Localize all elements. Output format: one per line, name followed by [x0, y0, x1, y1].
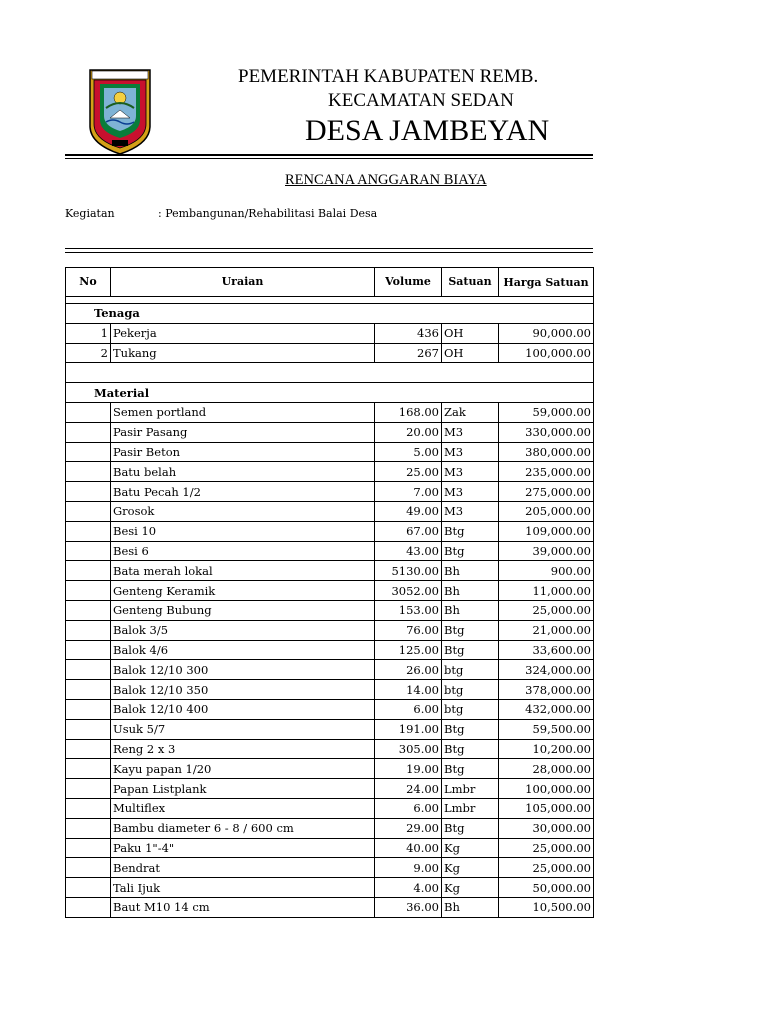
cell-uraian: Genteng Keramik	[111, 581, 375, 601]
table-row	[66, 521, 594, 541]
cell-satuan: Btg	[442, 739, 499, 759]
cell-no: 2	[66, 343, 111, 363]
cell-uraian: Balok 12/10 400	[111, 699, 375, 719]
col-header-uraian: Uraian	[111, 268, 375, 297]
cell-uraian: Bendrat	[111, 858, 375, 878]
cell-volume: 49.00	[375, 501, 442, 521]
cell-no	[66, 818, 111, 838]
cell-volume: 9.00	[375, 858, 442, 878]
cell-uraian: Semen portland	[111, 402, 375, 422]
cell-harga-satuan: 59,000.00	[499, 402, 594, 422]
table-row	[66, 779, 594, 799]
table-body	[66, 297, 594, 918]
cell-volume: 6.00	[375, 798, 442, 818]
cell-harga-satuan: 50,000.00	[499, 878, 594, 898]
table-row	[66, 501, 594, 521]
table-row	[66, 541, 594, 561]
cell-harga-satuan: 235,000.00	[499, 462, 594, 482]
cell-uraian: Grosok	[111, 501, 375, 521]
cell-uraian: Balok 3/5	[111, 620, 375, 640]
header-divider-thin	[65, 158, 593, 159]
section-label: Material	[66, 383, 594, 403]
cell-harga-satuan: 900.00	[499, 561, 594, 581]
cell-harga-satuan: 324,000.00	[499, 660, 594, 680]
cell-volume: 36.00	[375, 897, 442, 917]
cell-harga-satuan: 105,000.00	[499, 798, 594, 818]
cell-satuan: Lmbr	[442, 798, 499, 818]
cell-satuan: M3	[442, 501, 499, 521]
section-divider	[65, 248, 593, 249]
cell-uraian: Pasir Pasang	[111, 422, 375, 442]
blank-row	[66, 363, 594, 383]
cell-satuan: M3	[442, 462, 499, 482]
cell-no	[66, 660, 111, 680]
table-row	[66, 818, 594, 838]
table-row	[66, 838, 594, 858]
table-row	[66, 739, 594, 759]
cell-no	[66, 541, 111, 561]
cell-uraian: Balok 12/10 350	[111, 680, 375, 700]
cell-satuan: Zak	[442, 402, 499, 422]
cell-harga-satuan: 109,000.00	[499, 521, 594, 541]
cell-volume: 29.00	[375, 818, 442, 838]
table-header-row	[66, 268, 594, 297]
cell-harga-satuan: 378,000.00	[499, 680, 594, 700]
table-row	[66, 581, 594, 601]
cell-no	[66, 561, 111, 581]
cell-satuan: Btg	[442, 640, 499, 660]
table-row	[66, 402, 594, 422]
cell-uraian: Besi 10	[111, 521, 375, 541]
col-header-harga-satuan: Harga Satuan	[499, 268, 594, 297]
table-row	[66, 620, 594, 640]
cell-uraian: Batu belah	[111, 462, 375, 482]
col-header-volume: Volume	[375, 268, 442, 297]
cell-satuan: Btg	[442, 719, 499, 739]
cell-satuan: btg	[442, 660, 499, 680]
cell-no	[66, 739, 111, 759]
cell-satuan: M3	[442, 442, 499, 462]
cell-volume: 20.00	[375, 422, 442, 442]
cell-uraian: Baut M10 14 cm	[111, 897, 375, 917]
cell-satuan: M3	[442, 482, 499, 502]
kabupaten-rembang-emblem	[86, 68, 154, 156]
table-row	[66, 897, 594, 917]
cell-uraian: Bata merah lokal	[111, 561, 375, 581]
kegiatan-label: Kegiatan	[65, 207, 115, 220]
cell-uraian: Papan Listplank	[111, 779, 375, 799]
cell-uraian: Pasir Beton	[111, 442, 375, 462]
cell-uraian: Tukang	[111, 343, 375, 363]
cell-no	[66, 501, 111, 521]
cell-satuan: Kg	[442, 878, 499, 898]
cell-harga-satuan: 21,000.00	[499, 620, 594, 640]
section-row	[66, 383, 594, 403]
cell-volume: 267	[375, 343, 442, 363]
cell-volume: 26.00	[375, 660, 442, 680]
col-header-satuan: Satuan	[442, 268, 499, 297]
cell-no	[66, 838, 111, 858]
cell-satuan: Lmbr	[442, 779, 499, 799]
government-header-line1: PEMERINTAH KABUPATEN REMB.	[238, 66, 539, 87]
cell-volume: 14.00	[375, 680, 442, 700]
village-header-line3: DESA JAMBEYAN	[305, 114, 550, 147]
table-row	[66, 858, 594, 878]
cell-volume: 25.00	[375, 462, 442, 482]
cell-satuan: OH	[442, 323, 499, 343]
cell-uraian: Besi 6	[111, 541, 375, 561]
section-row	[66, 304, 594, 324]
cell-volume: 3052.00	[375, 581, 442, 601]
cell-no	[66, 521, 111, 541]
table-row	[66, 719, 594, 739]
cell-no	[66, 699, 111, 719]
cell-uraian: Paku 1"-4"	[111, 838, 375, 858]
cell-volume: 6.00	[375, 699, 442, 719]
cell-harga-satuan: 100,000.00	[499, 779, 594, 799]
cell-volume: 436	[375, 323, 442, 343]
cell-uraian: Balok 12/10 300	[111, 660, 375, 680]
cell-no	[66, 779, 111, 799]
cell-no	[66, 620, 111, 640]
cell-satuan: Bh	[442, 897, 499, 917]
cell-volume: 24.00	[375, 779, 442, 799]
cell-harga-satuan: 39,000.00	[499, 541, 594, 561]
cell-no: 1	[66, 323, 111, 343]
table-row	[66, 600, 594, 620]
header-divider	[65, 154, 593, 156]
cell-harga-satuan: 10,200.00	[499, 739, 594, 759]
spacer-row	[66, 297, 594, 304]
cell-volume: 76.00	[375, 620, 442, 640]
cell-no	[66, 482, 111, 502]
cell-harga-satuan: 25,000.00	[499, 858, 594, 878]
cell-volume: 19.00	[375, 759, 442, 779]
cell-harga-satuan: 59,500.00	[499, 719, 594, 739]
cell-no	[66, 581, 111, 601]
cell-uraian: Batu Pecah 1/2	[111, 482, 375, 502]
table-row	[66, 482, 594, 502]
cell-volume: 168.00	[375, 402, 442, 422]
cell-no	[66, 798, 111, 818]
cell-satuan: Bh	[442, 581, 499, 601]
table-row	[66, 680, 594, 700]
table-row	[66, 759, 594, 779]
cell-satuan: Bh	[442, 561, 499, 581]
cell-uraian: Usuk 5/7	[111, 719, 375, 739]
table-row	[66, 561, 594, 581]
cell-volume: 153.00	[375, 600, 442, 620]
cell-harga-satuan: 33,600.00	[499, 640, 594, 660]
cell-volume: 191.00	[375, 719, 442, 739]
cell-volume: 5.00	[375, 442, 442, 462]
cell-uraian: Pekerja	[111, 323, 375, 343]
cell-harga-satuan: 100,000.00	[499, 343, 594, 363]
cell-satuan: Btg	[442, 818, 499, 838]
cell-harga-satuan: 30,000.00	[499, 818, 594, 838]
cell-uraian: Balok 4/6	[111, 640, 375, 660]
cell-satuan: Kg	[442, 858, 499, 878]
cell-volume: 5130.00	[375, 561, 442, 581]
district-header-line2: KECAMATAN SEDAN	[328, 90, 514, 111]
cell-no	[66, 402, 111, 422]
cell-satuan: Btg	[442, 541, 499, 561]
cell-uraian: Genteng Bubung	[111, 600, 375, 620]
cell-no	[66, 897, 111, 917]
table-row	[66, 343, 594, 363]
cell-no	[66, 858, 111, 878]
table-row	[66, 422, 594, 442]
cell-no	[66, 759, 111, 779]
cell-volume: 305.00	[375, 739, 442, 759]
cell-satuan: Btg	[442, 759, 499, 779]
cell-satuan: btg	[442, 699, 499, 719]
cell-harga-satuan: 90,000.00	[499, 323, 594, 343]
document-title: RENCANA ANGGARAN BIAYA	[285, 172, 487, 188]
cell-satuan: Kg	[442, 838, 499, 858]
cell-satuan: Bh	[442, 600, 499, 620]
cell-harga-satuan: 25,000.00	[499, 600, 594, 620]
table-row	[66, 878, 594, 898]
cell-no	[66, 422, 111, 442]
cell-no	[66, 719, 111, 739]
table-row	[66, 660, 594, 680]
cell-uraian: Kayu papan 1/20	[111, 759, 375, 779]
budget-table	[65, 267, 594, 918]
cell-satuan: Btg	[442, 620, 499, 640]
kegiatan-value: : Pembangunan/Rehabilitasi Balai Desa	[158, 207, 378, 220]
cell-uraian: Reng 2 x 3	[111, 739, 375, 759]
cell-volume: 7.00	[375, 482, 442, 502]
section-divider-2	[65, 252, 593, 253]
cell-no	[66, 600, 111, 620]
cell-no	[66, 462, 111, 482]
cell-uraian: Tali Ijuk	[111, 878, 375, 898]
cell-no	[66, 442, 111, 462]
table-row	[66, 442, 594, 462]
table-row	[66, 462, 594, 482]
cell-no	[66, 680, 111, 700]
cell-harga-satuan: 432,000.00	[499, 699, 594, 719]
cell-harga-satuan: 10,500.00	[499, 897, 594, 917]
cell-satuan: M3	[442, 422, 499, 442]
cell-volume: 67.00	[375, 521, 442, 541]
cell-satuan: OH	[442, 343, 499, 363]
table-row	[66, 323, 594, 343]
cell-harga-satuan: 28,000.00	[499, 759, 594, 779]
cell-uraian: Multiflex	[111, 798, 375, 818]
cell-harga-satuan: 25,000.00	[499, 838, 594, 858]
cell-volume: 43.00	[375, 541, 442, 561]
cell-satuan: btg	[442, 680, 499, 700]
cell-harga-satuan: 11,000.00	[499, 581, 594, 601]
section-label: Tenaga	[66, 304, 594, 324]
cell-volume: 4.00	[375, 878, 442, 898]
cell-uraian: Bambu diameter 6 - 8 / 600 cm	[111, 818, 375, 838]
col-header-no: No	[66, 268, 111, 297]
table-row	[66, 640, 594, 660]
cell-harga-satuan: 330,000.00	[499, 422, 594, 442]
table-row	[66, 699, 594, 719]
cell-no	[66, 640, 111, 660]
cell-satuan: Btg	[442, 521, 499, 541]
cell-volume: 125.00	[375, 640, 442, 660]
cell-volume: 40.00	[375, 838, 442, 858]
cell-no	[66, 878, 111, 898]
cell-harga-satuan: 380,000.00	[499, 442, 594, 462]
cell-harga-satuan: 205,000.00	[499, 501, 594, 521]
table-row	[66, 798, 594, 818]
cell-harga-satuan: 275,000.00	[499, 482, 594, 502]
